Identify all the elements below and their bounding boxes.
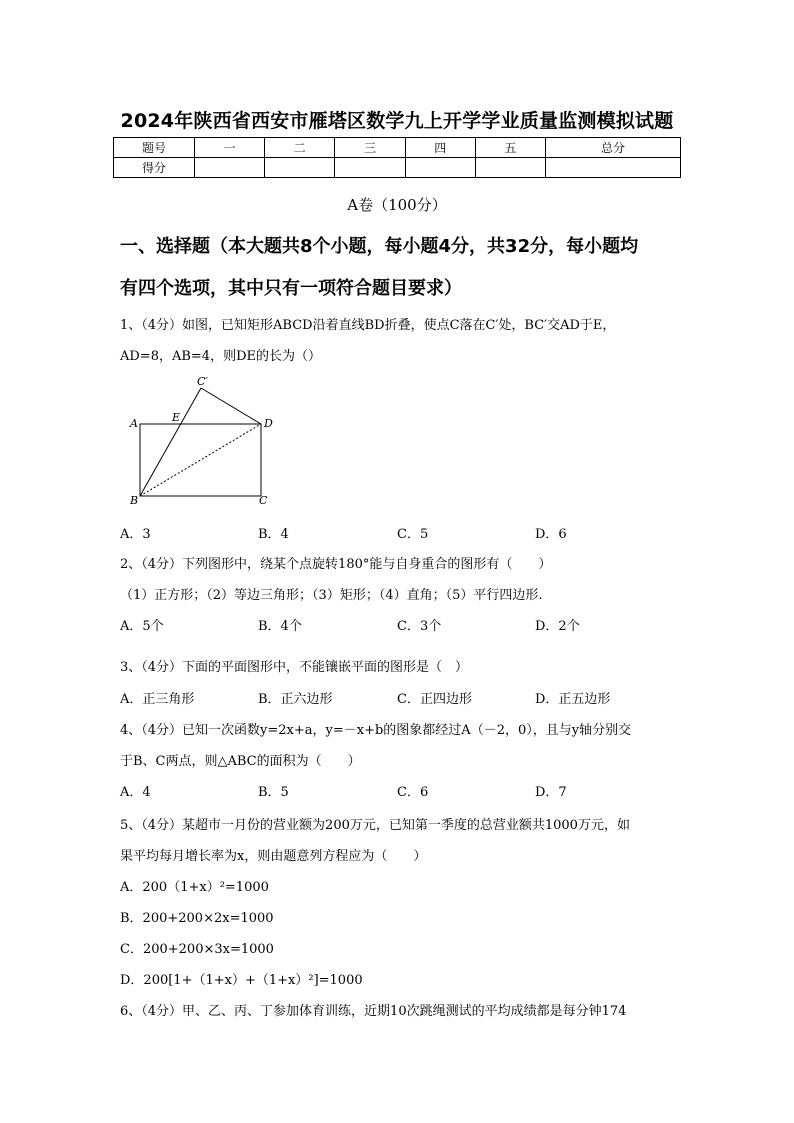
q1-stem-line1: 1、（4分）如图，已知矩形ABCD沿着直线BD折叠，使点C落在C′处，BC′交AD于E， (120, 318, 616, 333)
q2-option-a: A．5个 (120, 619, 164, 634)
q1-stem-line2: AD=8，AB=4，则DE的长为（） (120, 349, 321, 364)
score-cell (335, 158, 405, 178)
score-table-header-row (114, 138, 681, 158)
q4-stem-line2: 于B、C两点，则△ABC的面积为（ ） (120, 754, 361, 769)
q5-option-d: D．200[1+（1+x）+（1+x）²]=1000 (120, 973, 363, 988)
label-cprime: C′ (197, 375, 208, 388)
score-cell (265, 158, 335, 178)
q5-option-a: A．200（1+x）²=1000 (120, 880, 269, 895)
q1-option-c: C．5 (397, 527, 429, 542)
q5-stem-line1: 5、（4分）某超市一月份的营业额为200万元，已知第一季度的总营业额共1000万元，如 (120, 818, 630, 833)
q1-option-b: B．4 (258, 527, 289, 542)
label-c: C (259, 494, 268, 507)
part1-heading-line1: 一、选择题（本大题共8个小题，每小题4分，共32分，每小题均 (120, 236, 639, 257)
score-cell (405, 158, 475, 178)
part1-heading-line2: 有四个选项，其中只有一项符合题目要求） (120, 278, 462, 299)
page-title: 2024年陕西省西安市雁塔区数学九上开学学业质量监测模拟试题 (120, 110, 674, 132)
diagonal-bd (140, 424, 261, 496)
score-header-cell: 二 (265, 138, 335, 158)
score-table (113, 137, 681, 178)
q4-option-c: C．6 (397, 785, 429, 800)
q5-option-b: B．200+200×2x=1000 (120, 911, 274, 926)
q6-stem-line1: 6、（4分）甲、乙、丙、丁参加体育训练，近期10次跳绳测试的平均成绩都是每分钟174 (120, 1004, 627, 1019)
segment-cprime-d (201, 388, 261, 424)
label-b: B (130, 494, 139, 507)
label-a: A (130, 417, 138, 430)
q3-stem-line1: 3、（4分）下面的平面图形中，不能镶嵌平面的图形是（ ） (120, 660, 469, 675)
q1-option-a: A．3 (120, 527, 151, 542)
label-e: E (172, 411, 181, 424)
q3-option-a: A．正三角形 (120, 692, 195, 707)
score-table-score-row (114, 158, 681, 178)
segment-bcprime (140, 388, 201, 496)
score-cell (546, 158, 681, 178)
q4-option-d: D．7 (535, 785, 567, 800)
q2-option-d: D．2个 (535, 619, 580, 634)
q2-stem-line1: 2、（4分）下列图形中，绕某个点旋转180°能与自身重合的图形有（ ） (120, 557, 552, 572)
score-header-cell: 五 (475, 138, 545, 158)
score-cell (475, 158, 545, 178)
q3-option-c: C．正四边形 (397, 692, 472, 707)
q2-option-b: B．4个 (258, 619, 302, 634)
section-title: A卷（100分） (347, 196, 447, 214)
score-header-cell: 一 (195, 138, 265, 158)
q1-figure (120, 370, 280, 510)
q1-option-d: D．6 (535, 527, 567, 542)
label-d: D (264, 417, 273, 430)
score-header-cell: 三 (335, 138, 405, 158)
score-row-label: 得分 (114, 158, 195, 178)
q5-stem-line2: 果平均每月增长率为x，则由题意列方程应为（ ） (120, 849, 427, 864)
q2-option-c: C．3个 (397, 619, 442, 634)
score-header-cell: 总分 (546, 138, 681, 158)
q3-option-d: D．正五边形 (535, 692, 611, 707)
q4-option-a: A．4 (120, 785, 151, 800)
score-cell (195, 158, 265, 178)
q2-stem-line2: （1）正方形；（2）等边三角形；（3）矩形；（4）直角；（5）平行四边形. (120, 588, 543, 603)
q4-stem-line1: 4、（4分）已知一次函数y=2x+a，y=－x+b的图象都经过A（－2，0），且与y轴分别交 (120, 723, 632, 738)
q5-option-c: C．200+200×3x=1000 (120, 942, 274, 957)
q3-option-b: B．正六边形 (258, 692, 333, 707)
q4-option-b: B．5 (258, 785, 289, 800)
score-header-cell: 四 (405, 138, 475, 158)
score-header-cell: 题号 (114, 138, 195, 158)
